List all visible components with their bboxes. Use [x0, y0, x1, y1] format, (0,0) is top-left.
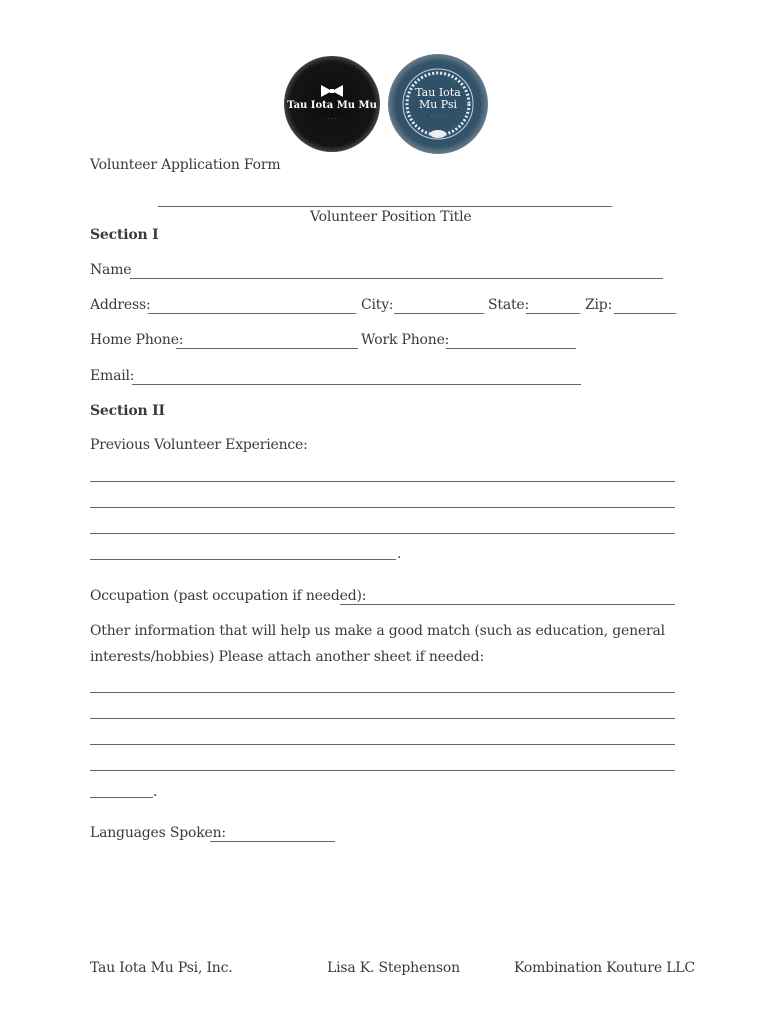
languages-label: Languages Spoken: — [90, 825, 226, 841]
form-title: Volunteer Application Form — [90, 157, 281, 173]
footer-person: Lisa K. Stephenson — [327, 960, 460, 976]
logo-left-name: Tau Iota Mu Mu — [287, 100, 377, 111]
other-info-period: . — [153, 784, 158, 800]
name-label: Name — [90, 262, 132, 278]
address-field[interactable] — [148, 313, 356, 314]
city-label: City: — [361, 297, 394, 313]
section-2-heading: Section II — [90, 403, 165, 419]
experience-line[interactable] — [90, 481, 675, 482]
home-phone-field[interactable] — [176, 348, 358, 349]
experience-line[interactable] — [90, 533, 675, 534]
other-info-line[interactable] — [90, 770, 675, 771]
position-title-label: Volunteer Position Title — [310, 209, 472, 225]
tau-iota-mu-mu-logo — [284, 56, 380, 152]
zip-field[interactable] — [614, 313, 676, 314]
other-info-line[interactable] — [90, 692, 675, 693]
address-label: Address: — [90, 297, 151, 313]
home-phone-label: Home Phone: — [90, 332, 184, 348]
work-phone-label: Work Phone: — [361, 332, 450, 348]
footer-company: Kombination Kouture LLC — [514, 960, 695, 976]
other-info-line[interactable] — [90, 718, 675, 719]
languages-field[interactable] — [210, 841, 335, 842]
position-title-field[interactable] — [158, 206, 612, 207]
occupation-field[interactable] — [340, 604, 675, 605]
email-label: Email: — [90, 368, 135, 384]
state-field[interactable] — [526, 313, 580, 314]
other-info-line-1: Other information that will help us make a good match (such as education, general — [90, 623, 665, 639]
experience-period: . — [397, 546, 402, 562]
footer-organization: Tau Iota Mu Psi, Inc. — [90, 960, 233, 976]
other-info-line[interactable] — [90, 744, 675, 745]
experience-line[interactable] — [90, 507, 675, 508]
other-info-line-2: interests/hobbies) Please attach another sheet if needed: — [90, 649, 484, 665]
zip-label: Zip: — [585, 297, 613, 313]
logo-right-line2: Mu Psi — [418, 98, 458, 111]
logo-right-line1: Tau Iota — [415, 86, 461, 99]
experience-line[interactable] — [90, 559, 396, 560]
other-info-line[interactable] — [90, 797, 153, 798]
logo-left-tag: · · · · · — [324, 116, 340, 122]
state-label: State: — [488, 297, 529, 313]
logo-right-tag: · · · · · — [430, 114, 446, 120]
tau-iota-mu-psi-logo — [388, 54, 488, 154]
occupation-label: Occupation (past occupation if needed): — [90, 588, 367, 604]
email-field[interactable] — [132, 384, 581, 385]
city-field[interactable] — [394, 313, 484, 314]
section-1-heading: Section I — [90, 227, 159, 243]
previous-experience-label: Previous Volunteer Experience: — [90, 437, 308, 453]
name-field[interactable] — [130, 278, 663, 279]
work-phone-field[interactable] — [446, 348, 576, 349]
